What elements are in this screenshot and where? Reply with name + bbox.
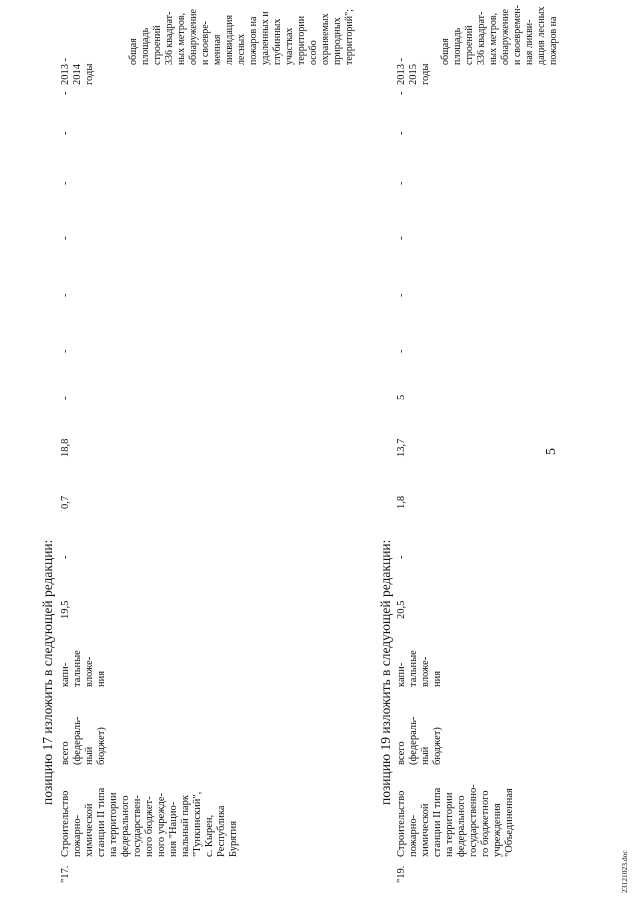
result-line: ных метров, <box>176 12 187 65</box>
row-name-line: федерального <box>456 795 467 857</box>
result-line: и своевремен- <box>512 4 523 65</box>
dash-cell: - <box>60 131 71 135</box>
years-line: 2013 - <box>60 57 71 85</box>
result-line: строений <box>152 25 163 65</box>
dash-cell: - <box>396 349 407 353</box>
result-line: природных <box>332 17 343 65</box>
value-2014-17: 0,7 <box>60 495 71 509</box>
value-2013-17: - <box>60 555 71 559</box>
funding-line: бюджет) <box>432 727 443 765</box>
footer-doc-id: 23121023.doc <box>620 850 629 893</box>
row-years-19 <box>396 58 432 85</box>
value-2015-19: 13,7 <box>396 438 407 457</box>
row-number-17: "17. <box>60 865 71 883</box>
result-line: ная ликви- <box>524 19 535 65</box>
funding-line: (федераль- <box>72 716 83 765</box>
result-line: обнаружение <box>500 9 511 65</box>
result-line: площадь <box>140 27 151 65</box>
result-line: 336 квадрат- <box>476 11 487 65</box>
dash-cell: - <box>60 181 71 185</box>
row-name-line: на территории <box>108 792 119 857</box>
page-number: 5 <box>544 448 559 455</box>
dash-cell: - <box>396 131 407 135</box>
row-name-line: ного бюджет- <box>144 796 155 857</box>
result-line: лесных <box>236 33 247 65</box>
row-name-line: Строительство <box>60 790 71 857</box>
type-line: капи- <box>396 662 407 687</box>
row-name-line: Бурятия <box>228 820 239 857</box>
result-line: ных метров, <box>488 12 499 65</box>
years-line: годы <box>420 63 431 85</box>
type-line: вложе- <box>420 656 431 687</box>
result-line: обнаружение <box>188 9 199 65</box>
years-line: годы <box>84 63 95 85</box>
years-line: 2015 <box>408 64 419 85</box>
result-line: общая <box>440 38 451 65</box>
result-line: ликвидация <box>224 14 235 65</box>
value-2016-19: 5 <box>396 394 407 400</box>
dash-cell: - <box>396 91 407 95</box>
result-line: общая <box>128 38 139 65</box>
row-name-line: федерального <box>120 795 131 857</box>
dash-cell: - <box>60 91 71 95</box>
row-name-line: ного учрежде- <box>156 793 167 857</box>
funding-line: всего <box>60 741 71 765</box>
row-result-17 <box>128 9 356 65</box>
funding-line: (федераль- <box>408 716 419 765</box>
result-line: менная <box>212 34 223 65</box>
row-name-19 <box>396 784 516 857</box>
funding-line: ный <box>420 746 431 765</box>
value-2013-19: - <box>396 555 407 559</box>
type-line: тальные <box>408 650 419 687</box>
row-name-line: химической <box>84 803 95 857</box>
row-name-line: государствен- <box>132 795 143 857</box>
type-line: капи- <box>60 662 71 687</box>
section-heading-19: позицию 19 изложить в следующей редакции: <box>378 539 393 805</box>
row-name-line: "Объединенная <box>504 788 515 857</box>
result-line: пожаров на <box>248 16 259 65</box>
result-line: охраняемых <box>320 13 331 65</box>
result-line: особо <box>308 40 319 65</box>
result-line: площадь <box>452 27 463 65</box>
row-funding-17 <box>60 717 108 765</box>
dash-cell: - <box>396 236 407 240</box>
value-total-17: 19,5 <box>60 600 71 619</box>
row-funding-19 <box>396 717 444 765</box>
value-total-19: 20,5 <box>396 600 407 619</box>
value-2016-17: - <box>60 396 71 400</box>
result-line: удаленных и <box>260 11 271 65</box>
section-heading-17: позицию 17 изложить в следующей редакции: <box>40 539 55 805</box>
type-line: вложе- <box>84 656 95 687</box>
row-name-line: химической <box>420 803 431 857</box>
row-name-line: государственно- <box>468 784 479 857</box>
result-line: участках <box>284 27 295 65</box>
row-name-line: ния "Нацио- <box>168 801 179 857</box>
result-line: глубинных <box>272 18 283 65</box>
row-name-line: го бюджетного <box>480 790 491 857</box>
result-line: строений <box>464 25 475 65</box>
row-name-line: нальный парк <box>180 795 191 857</box>
row-name-line: станции II типа <box>432 787 443 857</box>
result-line: 336 квадрат- <box>164 11 175 65</box>
row-name-17 <box>60 788 240 857</box>
row-name-line: Республика <box>216 805 227 857</box>
row-name-line: на территории <box>444 792 455 857</box>
row-name-line: "Тункинский", <box>192 791 203 857</box>
funding-line: ный <box>84 746 95 765</box>
row-name-line: Строительство <box>396 790 407 857</box>
dash-cell: - <box>60 349 71 353</box>
dash-cell: - <box>396 293 407 297</box>
row-name-line: учреждения <box>492 803 503 857</box>
value-2015-17: 18,8 <box>60 438 71 457</box>
result-line: и своевре- <box>200 21 211 65</box>
row-name-line: пожарно- <box>72 814 83 857</box>
row-name-line: пожарно- <box>408 814 419 857</box>
years-line: 2013 - <box>396 57 407 85</box>
result-line: дация лесных <box>536 6 547 65</box>
result-line: территории <box>296 15 307 65</box>
row-years-17 <box>60 58 96 85</box>
type-line: ния <box>432 670 443 687</box>
dash-cell: - <box>60 293 71 297</box>
row-name-line: станции II типа <box>96 787 107 857</box>
row-type-19 <box>396 650 444 687</box>
result-line: территорий"; <box>344 9 355 65</box>
dash-cell: - <box>396 181 407 185</box>
row-name-line: с. Кырен, <box>204 814 215 857</box>
value-2014-19: 1,8 <box>396 495 407 509</box>
result-line: пожаров на <box>548 16 559 65</box>
funding-line: всего <box>396 741 407 765</box>
type-line: ния <box>96 670 107 687</box>
dash-cell: - <box>60 236 71 240</box>
type-line: тальные <box>72 650 83 687</box>
years-line: 2014 <box>72 64 83 85</box>
row-type-17 <box>60 650 108 687</box>
funding-line: бюджет) <box>96 727 107 765</box>
row-number-19: "19. <box>396 865 407 883</box>
row-result-19 <box>440 5 560 65</box>
